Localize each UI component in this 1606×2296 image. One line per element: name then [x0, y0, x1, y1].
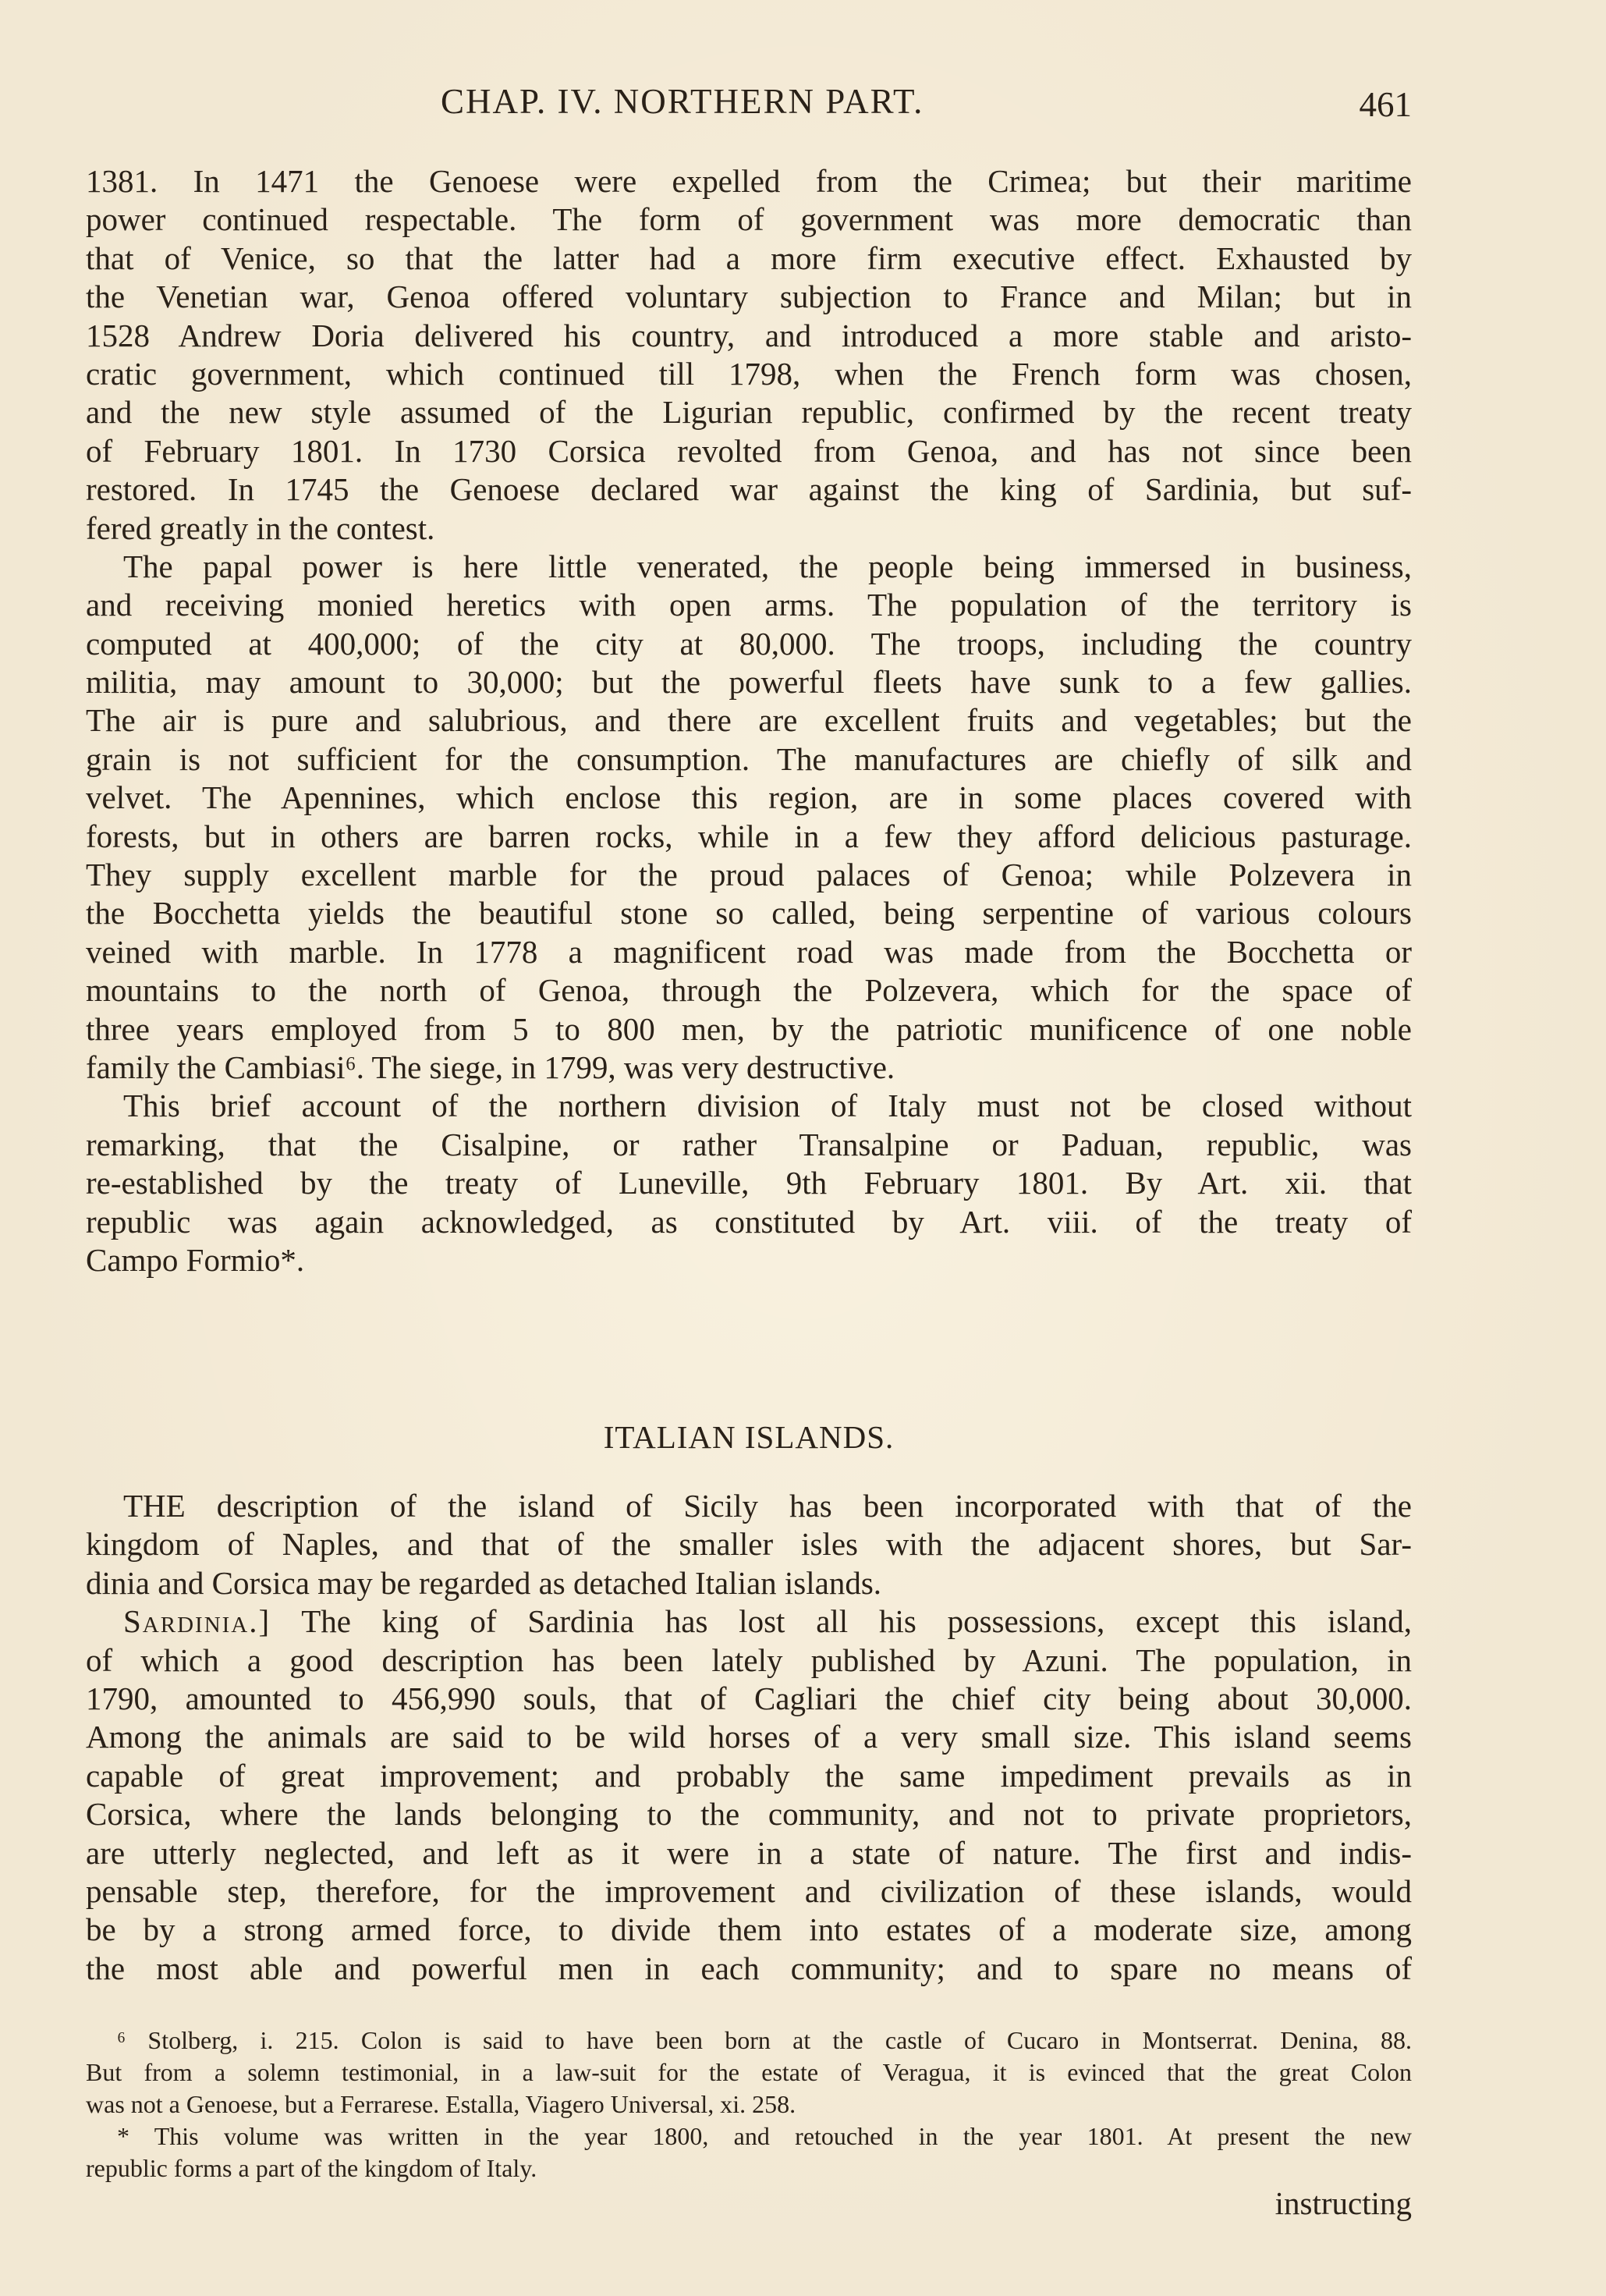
text-line: are utterly neglected, and left as it were in a state of nature. The first and indis- — [86, 1834, 1412, 1871]
footnote-line: republic forms a part of the kingdom of Italy. — [86, 2154, 537, 2182]
text-line: three years employed from 5 to 800 men, by the patriotic munificence of one noble — [86, 1010, 1412, 1047]
text-line: of which a good description has been lately published by Azuni. The population, in — [86, 1641, 1412, 1678]
text-line: THE description of the island of Sicily has been incorporated with that of the — [123, 1488, 1412, 1524]
text-line: The papal power is here little venerated, the people being immersed in business, — [123, 548, 1412, 584]
page-number: 461 — [1359, 85, 1412, 124]
text-line: and receiving monied heretics with open arms. The population of the territory is — [86, 587, 1412, 623]
text-fragment: The king of Sardinia has lost all his possessions, except this island, — [301, 1603, 1412, 1640]
text-line: The air is pure and salubrious, and there are excellent fruits and vegetables; but the — [86, 702, 1412, 739]
text-line: This brief account of the northern division of Italy must not be closed without — [123, 1088, 1412, 1124]
footnote-line: ⁶ Stolberg, i. 215. Colon is said to have been born at the castle of Cucaro in Montserrat. Denina, 88. — [117, 2026, 1412, 2054]
text-line: fered greatly in the contest. — [86, 509, 435, 546]
text-line: the Venetian war, Genoa offered voluntary subjection to France and Milan; but in — [86, 279, 1412, 315]
footnotes — [86, 2025, 1412, 2184]
text-line: They supply excellent marble for the proud palaces of Genoa; while Polzevera in — [86, 857, 1412, 893]
text-line: 1528 Andrew Doria delivered his country, and introduced a more stable and aristo- — [86, 317, 1412, 353]
text-line: be by a strong armed force, to divide them into estates of a moderate size, among — [86, 1911, 1412, 1948]
text-line: power continued respectable. The form of government was more democratic than — [86, 201, 1412, 238]
section-text — [86, 1487, 1412, 1988]
catchword: instructing — [1275, 2185, 1412, 2221]
text-line: Campo Formio*. — [86, 1241, 305, 1278]
footnote-line: was not a Genoese, but a Ferrarese. Estalla, Viagero Universal, xi. 258. — [86, 2090, 796, 2118]
text-line: family the Cambiasi⁶. The siege, in 1799, was very destructive. — [86, 1049, 895, 1085]
text-line: remarking, that the Cisalpine, or rather Transalpine or Paduan, republic, was — [86, 1126, 1412, 1162]
text-line: forests, but in others are barren rocks, while in a few they afford delicious pasturage. — [86, 818, 1412, 854]
sardinia-side-label: Sardinia.] — [123, 1603, 271, 1640]
text-line: dinia and Corsica may be regarded as detached Italian islands. — [86, 1564, 882, 1601]
running-title: CHAP. IV. NORTHERN PART. — [441, 82, 924, 121]
running-head — [86, 81, 1412, 128]
text-line: grain is not sufficient for the consumption. The manufactures are chiefly of silk and — [86, 740, 1412, 777]
text-line: of February 1801. In 1730 Corsica revolted from Genoa, and has not since been — [86, 432, 1412, 469]
text-line: Corsica, where the lands belonging to the community, and not to private proprietors, — [86, 1796, 1412, 1833]
text-line — [86, 1602, 1412, 1641]
text-line: pensable step, therefore, for the improvement and civilization of these islands, would — [86, 1872, 1412, 1909]
text-line: cratic government, which continued till 1798, when the French form was chosen, — [86, 355, 1412, 392]
text-line: veined with marble. In 1778 a magnificent road was made from the Bocchetta or — [86, 933, 1412, 970]
footnote-line: But from a solemn testimonial, in a law-suit for the estate of Veragua, it is evinced that the great Colon — [86, 2058, 1412, 2086]
text-line: Among the animals are said to be wild horses of a very small size. This island seems — [86, 1719, 1412, 1755]
text-line: velvet. The Apennines, which enclose this region, are in some places covered with — [86, 779, 1412, 816]
text-line: mountains to the north of Genoa, through the Polzevera, which for the space of — [86, 972, 1412, 1009]
section-heading: ITALIAN ISLANDS. — [603, 1419, 895, 1455]
text-line: capable of great improvement; and probably the same impediment prevails as in — [86, 1757, 1412, 1794]
text-line: computed at 400,000; of the city at 80,000. The troops, including the country — [86, 625, 1412, 662]
footnote-line: * This volume was written in the year 1800, and retouched in the year 1801. At present the new — [117, 2122, 1412, 2150]
text-line: the most able and powerful men in each community; and to spare no means of — [86, 1950, 1412, 1986]
text-line: restored. In 1745 the Genoese declared war against the king of Sardinia, but suf- — [86, 471, 1412, 508]
text-line: militia, may amount to 30,000; but the powerful fleets have sunk to a few gallies. — [86, 664, 1412, 701]
text-line: the Bocchetta yields the beautiful stone so called, being serpentine of various colours — [86, 895, 1412, 932]
text-line: and the new style assumed of the Ligurian republic, confirmed by the recent treaty — [86, 394, 1412, 431]
text-line: re-established by the treaty of Luneville, 9th February 1801. By Art. xii. that — [86, 1165, 1412, 1201]
text-line: 1381. In 1471 the Genoese were expelled from the Crimea; but their maritime — [86, 163, 1412, 199]
text-line: 1790, amounted to 456,990 souls, that of Cagliari the chief city being about 30,000. — [86, 1680, 1412, 1716]
text-line: republic was again acknowledged, as constituted by Art. viii. of the treaty of — [86, 1203, 1412, 1240]
main-text — [86, 162, 1412, 1279]
text-line: that of Venice, so that the latter had a more firm executive effect. Exhausted by — [86, 240, 1412, 276]
text-line: kingdom of Naples, and that of the smaller isles with the adjacent shores, but Sar- — [86, 1526, 1412, 1563]
